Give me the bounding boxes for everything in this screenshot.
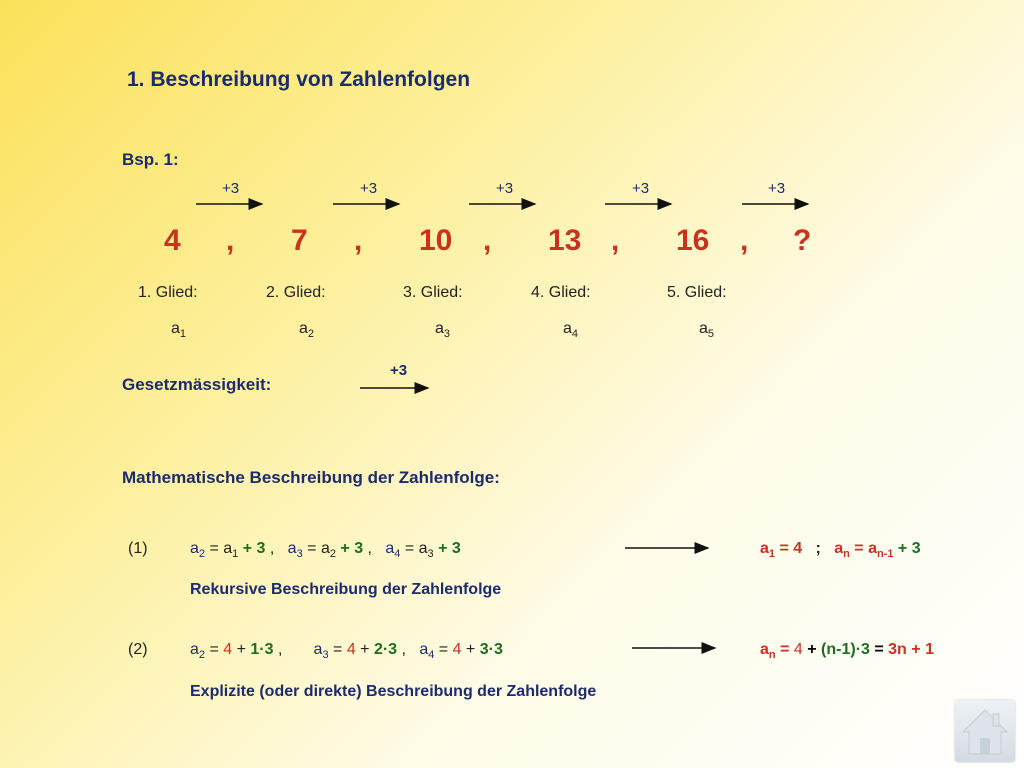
step-label: +3 xyxy=(496,180,514,197)
explicit-equations: $a_2 = 4 + 1\cdot 3$ , $a_3 = 4 + 2\cdot 3$ , $a_4 = 4 + 3\cdot 3$ xyxy=(190,641,503,662)
home-icon xyxy=(955,700,1015,762)
step-label: +3 xyxy=(360,180,378,197)
explicit-number: (2) xyxy=(128,641,148,658)
sequence-value: 13 xyxy=(548,224,582,257)
glied-label: 3. Glied: xyxy=(403,284,463,301)
sequence-separator: , xyxy=(740,224,749,257)
home-button[interactable] xyxy=(955,700,1015,762)
law-label: Gesetzmässigkeit: xyxy=(122,375,272,394)
term-symbol: $a_2$ xyxy=(299,320,315,341)
sequence-separator: , xyxy=(611,224,620,257)
law-step: +3 xyxy=(390,362,408,379)
step-label: +3 xyxy=(632,180,650,197)
sequence-value: ? xyxy=(793,224,812,257)
recursive-description: Rekursive Beschreibung der Zahlenfolge xyxy=(190,581,502,598)
step-label: +3 xyxy=(222,180,240,197)
glied-label: 5. Glied: xyxy=(667,284,727,301)
sequence-value: 16 xyxy=(676,224,710,257)
term-symbol: $a_5$ xyxy=(699,320,715,341)
glied-label: 4. Glied: xyxy=(531,284,591,301)
recursive-result: $a_1 = 4$ ; $a_n = a_{n-1} + 3$ xyxy=(760,540,921,561)
recursive-number: (1) xyxy=(128,540,148,557)
term-symbol: $a_3$ xyxy=(435,320,451,341)
glied-label: 1. Glied: xyxy=(138,284,198,301)
explicit-result: $a_n = 4 + (n-1)\cdot 3 = 3n + 1$ xyxy=(760,641,934,662)
glied-label: 2. Glied: xyxy=(266,284,326,301)
math-heading: Mathematische Beschreibung der Zahlenfolge: xyxy=(122,468,500,487)
term-symbol: $a_1$ xyxy=(171,320,187,341)
sequence-value: 7 xyxy=(291,224,308,257)
recursive-equations: $a_2 = a_1 + 3$ , $a_3 = a_2 + 3$ , $a_4 = a_3 + 3$ xyxy=(190,540,461,561)
example-label: Bsp. 1: xyxy=(122,150,179,169)
page-title: 1. Beschreibung von Zahlenfolgen xyxy=(127,68,471,91)
sequence-separator: , xyxy=(226,224,235,257)
sequence-value: 4 xyxy=(164,224,181,257)
sequence-value: 10 xyxy=(419,224,453,257)
sequence-separator: , xyxy=(483,224,492,257)
step-label: +3 xyxy=(768,180,786,197)
explicit-description: Explizite (oder direkte) Beschreibung der Zahlenfolge xyxy=(190,683,597,700)
term-symbol: $a_4$ xyxy=(563,320,579,341)
sequence-separator: , xyxy=(354,224,363,257)
